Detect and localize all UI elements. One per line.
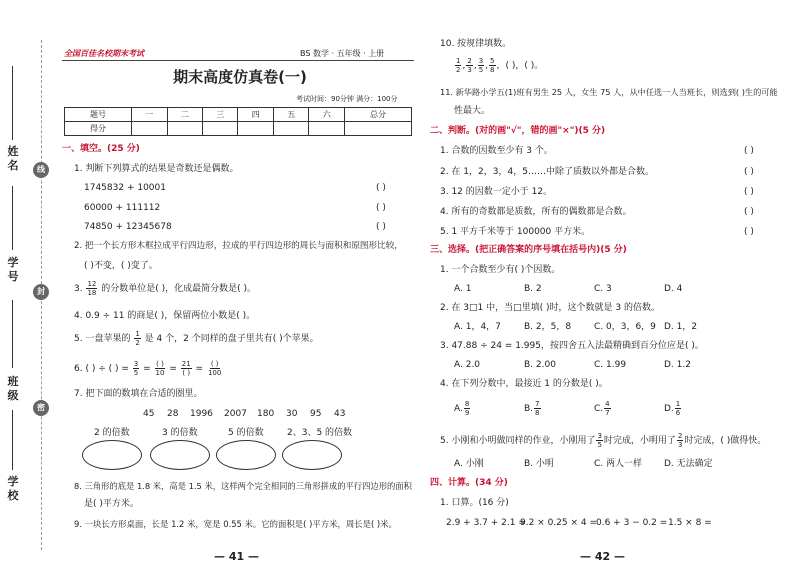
question-8: 8. 三角形的底是 1.8 米，高是 1.5 米，这样两个完全相同的三角形拼成的平行四边形的面积 bbox=[74, 481, 412, 491]
choice-option[interactable] bbox=[594, 400, 612, 417]
q7-group-label: 5 的倍数 bbox=[228, 428, 264, 438]
section-calc: 四、计算。(34 分) bbox=[430, 478, 508, 488]
choice-option[interactable]: D. 无法确定 bbox=[664, 459, 713, 469]
calc-item[interactable]: 1.5 × 8 = bbox=[668, 518, 712, 528]
q10-blanks[interactable]: ，( )，( )。 bbox=[496, 61, 544, 71]
question-9: 9. 一块长方形桌面，长是 1.2 米，宽是 0.55 米。它的面积是( )平方米，周长是( )米。 bbox=[74, 519, 397, 529]
frac-num: 1 bbox=[675, 400, 681, 408]
frac-num: 3 bbox=[478, 57, 484, 65]
frac-num: 2 bbox=[467, 57, 472, 65]
score-head: 总分 bbox=[344, 108, 411, 122]
choice-option[interactable]: A. 1，4，7 bbox=[454, 322, 501, 332]
q3-fraction bbox=[86, 280, 97, 297]
section-fill-in: 一、填空。(25 分) bbox=[62, 144, 140, 154]
frac-den: 5 bbox=[133, 369, 139, 377]
q3-number: 3. bbox=[74, 284, 83, 294]
frac-num: 12 bbox=[87, 280, 97, 288]
calc-item[interactable]: 9.2 × 0.25 × 4 = bbox=[520, 518, 598, 528]
judge-answer[interactable]: ( ) bbox=[744, 187, 754, 197]
q5-text-b: 是 4 个，2 个同样的盘子里共有( )个苹果。 bbox=[144, 334, 319, 344]
frac-num: ( ) bbox=[210, 360, 219, 368]
score-head: 四 bbox=[238, 108, 273, 122]
time-info: 考试时间：90分钟 满分：100分 bbox=[296, 95, 398, 103]
section-choice: 三、选择。(把正确答案的序号填在括号内)(5 分) bbox=[430, 245, 627, 255]
choice-option[interactable]: C. 1.99 bbox=[594, 360, 627, 370]
binding-mark-feng: 封 bbox=[33, 284, 49, 300]
header-rule bbox=[62, 60, 414, 61]
score-head: 二 bbox=[167, 108, 202, 122]
frac-num: 2 bbox=[677, 432, 683, 440]
frac-num: 4 bbox=[605, 400, 610, 408]
judge-item: 4. 所有的奇数都是质数，所有的偶数都是合数。 bbox=[440, 207, 632, 217]
school-label: 学校 bbox=[7, 475, 19, 502]
q3-text: 的分数单位是( )，化成最简分数是( )。 bbox=[101, 284, 257, 294]
q1-item: 60000 + 111112 bbox=[84, 203, 161, 213]
choice-question: 4. 在下列分数中，最接近 1 的分数是( )。 bbox=[440, 379, 608, 389]
q6-fraction bbox=[133, 360, 139, 377]
question-4: 4. 0.9 ÷ 11 的商是( )，保留两位小数是( )。 bbox=[74, 311, 256, 321]
frac-num: 5 bbox=[490, 57, 495, 65]
q7-number: 45 bbox=[143, 409, 155, 419]
q7-circle-3[interactable] bbox=[150, 440, 210, 470]
q7-group-label: 3 的倍数 bbox=[162, 428, 198, 438]
q10-fraction bbox=[455, 57, 461, 74]
option-letter: A. bbox=[454, 404, 463, 414]
option-fraction bbox=[675, 400, 681, 417]
name-field-line[interactable] bbox=[12, 66, 13, 140]
q6-eq: = bbox=[195, 364, 204, 374]
q6-fraction[interactable] bbox=[155, 360, 166, 377]
c5-text-b: 时完成，小明用了 bbox=[603, 436, 676, 446]
frac-den: 8 bbox=[490, 66, 495, 74]
choice-option[interactable]: C. 0，3，6，9 bbox=[594, 322, 656, 332]
q7-number: 1996 bbox=[190, 409, 213, 419]
score-row-label: 得分 bbox=[65, 122, 132, 136]
q1-answer[interactable]: ( ) bbox=[376, 203, 386, 213]
q10-fraction bbox=[478, 57, 484, 74]
choice-option[interactable]: B. 小明 bbox=[524, 459, 554, 469]
q7-number: 28 bbox=[167, 409, 179, 419]
q6-fraction[interactable] bbox=[181, 360, 192, 377]
score-cell[interactable] bbox=[273, 122, 308, 136]
frac-den: 2 bbox=[135, 339, 140, 347]
student-id-field-line[interactable] bbox=[12, 186, 13, 250]
choice-option[interactable]: D. 1，2 bbox=[664, 322, 698, 332]
q7-number: 95 bbox=[310, 409, 322, 419]
q10-fraction bbox=[489, 57, 495, 74]
option-letter: D. bbox=[664, 404, 674, 414]
choice-option[interactable]: C. 3 bbox=[594, 284, 612, 294]
score-cell[interactable] bbox=[238, 122, 273, 136]
frac-den: 9 bbox=[464, 409, 470, 417]
choice-option[interactable] bbox=[454, 400, 471, 417]
question-7: 7. 把下面的数填在合适的圈里。 bbox=[74, 389, 203, 399]
frac-den: 7 bbox=[605, 409, 610, 417]
choice-option[interactable]: D. 4 bbox=[664, 284, 683, 294]
section-judge: 二、判断。(对的画"√"，错的画"×")(5 分) bbox=[430, 126, 606, 136]
question-10: 10. 按规律填数。 bbox=[440, 39, 512, 49]
c5-fraction bbox=[596, 432, 602, 449]
q7-circle-2[interactable] bbox=[82, 440, 142, 470]
frac-num: 1 bbox=[456, 57, 461, 65]
frac-den: 3 bbox=[677, 441, 683, 449]
question-2-cont: ( )不变，( )变了。 bbox=[84, 261, 158, 271]
frac-num: 3 bbox=[597, 432, 602, 440]
frac-den: 8 bbox=[535, 409, 540, 417]
choice-option[interactable]: A. 1 bbox=[454, 284, 472, 294]
score-head: 五 bbox=[273, 108, 308, 122]
frac-num: 21 bbox=[181, 360, 191, 368]
judge-item: 2. 在 1，2，3，4，5……中除了质数以外都是合数。 bbox=[440, 167, 654, 177]
choice-option[interactable]: A. 2.0 bbox=[454, 360, 481, 370]
q7-circle-5[interactable] bbox=[216, 440, 276, 470]
score-head: 一 bbox=[132, 108, 167, 122]
frac-num: 3 bbox=[133, 360, 139, 368]
option-fraction bbox=[534, 400, 540, 417]
q7-group-label: 2、3、5 的倍数 bbox=[287, 428, 353, 438]
score-head: 六 bbox=[309, 108, 344, 122]
choice-option[interactable]: A. 小刚 bbox=[454, 459, 484, 469]
exam-series: 全国百佳名校期末考试 bbox=[64, 49, 144, 58]
question-1: 1. 判断下列算式的结果是奇数还是偶数。 bbox=[74, 164, 239, 174]
class-field-line[interactable] bbox=[12, 300, 13, 368]
q5-text-a: 5. 一盘苹果的 bbox=[74, 334, 131, 344]
q5-fraction bbox=[134, 330, 140, 347]
score-head: 三 bbox=[203, 108, 238, 122]
judge-item: 5. 1 平方千米等于 100000 平方米。 bbox=[440, 227, 591, 237]
choice-option[interactable]: B. 2.00 bbox=[524, 360, 556, 370]
frac-den: 6 bbox=[675, 409, 681, 417]
q6-fraction[interactable] bbox=[207, 360, 222, 377]
q1-answer[interactable]: ( ) bbox=[376, 183, 386, 193]
choice-option[interactable]: B. 2，5，8 bbox=[524, 322, 572, 332]
judge-answer[interactable]: ( ) bbox=[744, 227, 754, 237]
q7-group-label: 2 的倍数 bbox=[94, 428, 130, 438]
choice-option[interactable]: B. 2 bbox=[524, 284, 542, 294]
question-8-cont: 是( )平方米。 bbox=[84, 499, 139, 509]
question-11-cont: 性最大。 bbox=[454, 106, 491, 116]
judge-answer[interactable]: ( ) bbox=[744, 207, 754, 217]
q7-number: 43 bbox=[334, 409, 346, 419]
frac-den: 5 bbox=[597, 441, 602, 449]
frac-den: 5 bbox=[478, 66, 484, 74]
calc-subsection: 1. 口算。(16 分) bbox=[440, 498, 509, 508]
paper-title: 期末高度仿真卷(一) bbox=[173, 68, 307, 86]
c5-text-a: 5. 小刚和小明做同样的作业，小刚用了 bbox=[440, 436, 596, 446]
question-6 bbox=[74, 360, 223, 377]
choice-question: 3. 47.88 ÷ 24 = 1.995，按四舍五入法最精确到百分位应是( )。 bbox=[440, 341, 704, 351]
choice-option[interactable]: C. 两人一样 bbox=[594, 459, 643, 469]
c5-text-c: 时完成，( )做得快。 bbox=[684, 436, 767, 446]
score-cell[interactable] bbox=[167, 122, 202, 136]
judge-item: 3. 12 的因数一定小于 12。 bbox=[440, 187, 553, 197]
score-head: 题号 bbox=[65, 108, 132, 122]
choice-question: 2. 在 3□1 中，当□里填( )时，这个数就是 3 的倍数。 bbox=[440, 303, 660, 313]
page-number-left: — 41 — bbox=[214, 550, 259, 563]
c5-fraction bbox=[677, 432, 683, 449]
q1-answer[interactable]: ( ) bbox=[376, 222, 386, 232]
frac-num: 1 bbox=[135, 330, 140, 338]
question-2: 2. 把一个长方形木框拉成平行四边形，拉成的平行四边形的周长与面积和原图形比较， bbox=[74, 241, 403, 251]
score-cell[interactable] bbox=[344, 122, 411, 136]
frac-den: 3 bbox=[467, 66, 472, 74]
page-number-right: — 42 — bbox=[580, 550, 625, 563]
name-label: 姓名 bbox=[7, 145, 19, 172]
option-letter: C. bbox=[594, 404, 604, 414]
score-cell[interactable] bbox=[132, 122, 167, 136]
question-3 bbox=[74, 280, 256, 297]
choice-option[interactable]: D. 1.2 bbox=[664, 360, 691, 370]
choice-question: 1. 一个合数至少有( )个因数。 bbox=[440, 265, 561, 275]
option-fraction bbox=[464, 400, 470, 417]
frac-num: 8 bbox=[464, 400, 470, 408]
q10-fraction bbox=[466, 57, 472, 74]
frac-den: 18 bbox=[87, 289, 97, 297]
calc-item[interactable]: 2.9 + 3.7 + 2.1 = bbox=[446, 518, 526, 528]
option-fraction bbox=[604, 400, 610, 417]
choice-option[interactable] bbox=[664, 400, 682, 417]
option-letter: B. bbox=[524, 404, 534, 414]
choice-question bbox=[440, 432, 766, 449]
q1-item: 1745832 + 10001 bbox=[84, 183, 166, 193]
choice-option[interactable] bbox=[524, 400, 542, 417]
question-5 bbox=[74, 330, 319, 347]
frac-den: 10 bbox=[155, 369, 165, 377]
frac-den: 2 bbox=[456, 66, 461, 74]
question-11: 11. 新华路小学五(1)班有男生 25 人，女生 75 人，从中任选一人当班长，则选到( )生的可能 bbox=[440, 87, 778, 97]
frac-num: ( ) bbox=[156, 360, 164, 368]
judge-item: 1. 合数的因数至少有 3 个。 bbox=[440, 146, 553, 156]
judge-answer[interactable]: ( ) bbox=[744, 167, 754, 177]
score-cell[interactable] bbox=[203, 122, 238, 136]
q6-eq: = bbox=[143, 364, 151, 374]
q1-item: 74850 + 12345678 bbox=[84, 222, 172, 232]
school-field-line[interactable] bbox=[12, 410, 13, 470]
frac-den: 100 bbox=[207, 369, 222, 377]
student-id-label: 学号 bbox=[7, 256, 19, 283]
q7-number: 30 bbox=[286, 409, 298, 419]
q10-sequence: $\frac{1}{2}$ , $\frac{2}{3}$ , $\frac{3}{5}$ , $\frac{5}{8}$ ，( )，( )。 bbox=[456, 57, 544, 74]
judge-answer[interactable]: ( ) bbox=[744, 146, 754, 156]
calc-item[interactable]: 0.6 + 3 − 0.2 = bbox=[596, 518, 668, 528]
q7-number: 2007 bbox=[224, 409, 247, 419]
score-table bbox=[64, 107, 412, 136]
frac-num: 7 bbox=[535, 400, 540, 408]
q7-number: 180 bbox=[257, 409, 275, 419]
q7-circle-235[interactable] bbox=[282, 440, 342, 470]
subject-info: BS 数学 · 五年级 · 上册 bbox=[300, 49, 385, 58]
binding-mark-mi: 密 bbox=[33, 400, 49, 416]
frac-den: ( ) bbox=[182, 369, 191, 377]
score-cell[interactable] bbox=[309, 122, 344, 136]
q6-prefix: 6. ( ) ÷ ( ) = bbox=[74, 364, 129, 374]
binding-mark-xian: 线 bbox=[33, 162, 49, 178]
q6-eq: = bbox=[169, 364, 177, 374]
class-label: 班级 bbox=[7, 375, 19, 402]
